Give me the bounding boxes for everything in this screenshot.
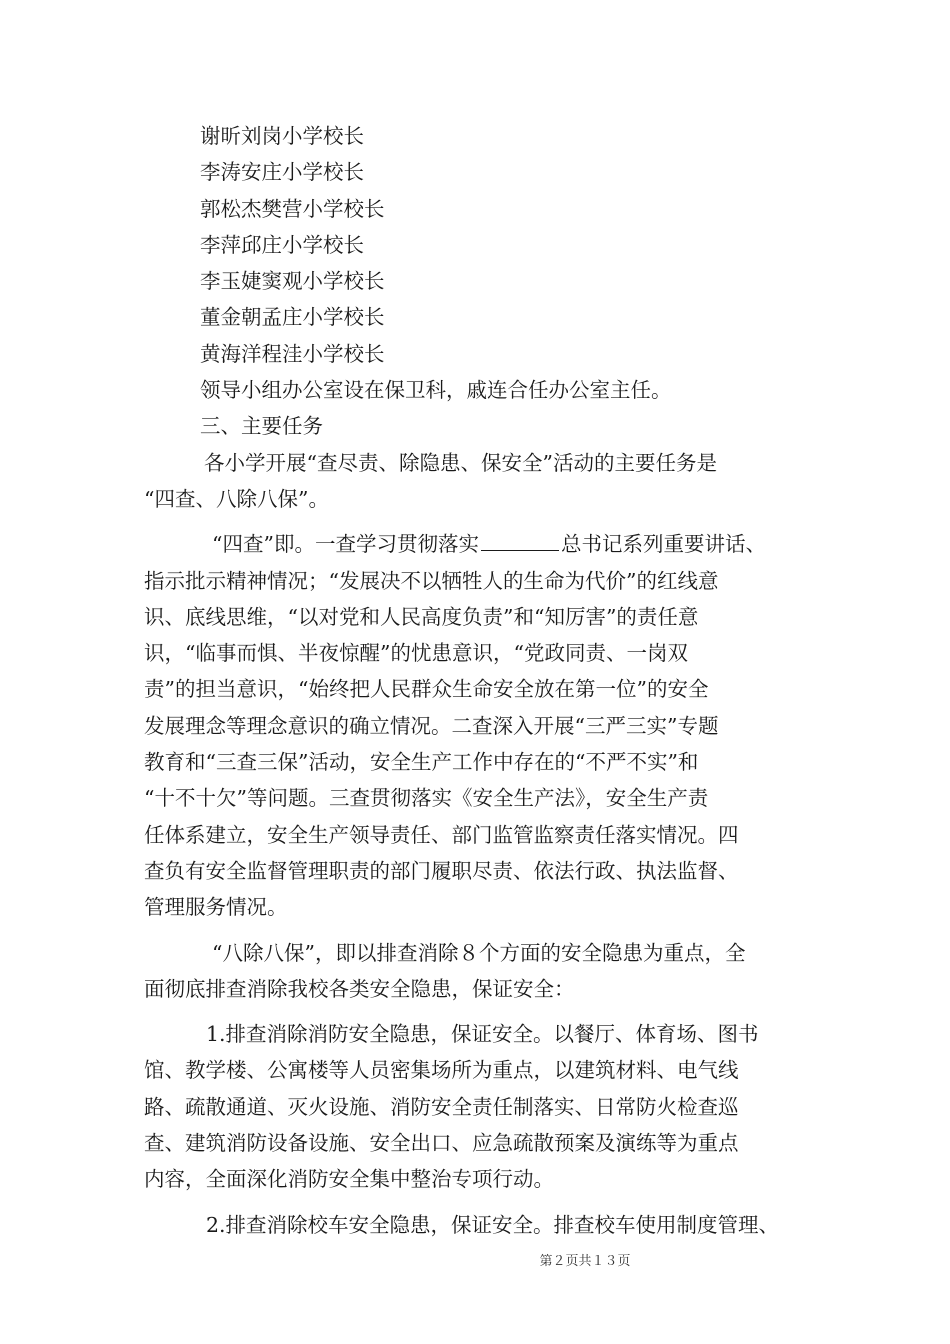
page-footer [0,1250,950,1269]
four-checks-text: “四查”即。一查学习贯彻落实 [212,532,479,557]
paragraph-line: 教育和“三查三保”活动，安全生产工作中存在的“不严不实”和 [144,750,699,775]
paragraph-line: 任体系建立，安全生产领导责任、部门监管监察责任落实情况。四 [144,822,739,847]
paragraph-line: 识、底线思维，“以对党和人民高度负责”和“知厉害”的责任意 [144,604,699,629]
paragraph-line: 路、疏散通道、灭火设施、消防安全责任制落实、日常防火检查巡 [144,1094,739,1119]
member-line: 谢昕刘岗小学校长 [200,124,364,148]
paragraph-line: 责”的担当意识，“始终把人民群众生命安全放在第一位”的安全 [144,677,709,702]
eight-removals-line: 面彻底排查消除我校各类安全隐患，保证安全： [144,976,575,1001]
item1-first-line: 1.排查消除消防安全隐患，保证安全。以餐厅、体育场、图书 [206,1022,759,1047]
intro-line: “四查、八除八保”。 [144,486,329,511]
paragraph-line: 内容，全面深化消防安全集中整治专项行动。 [144,1167,554,1192]
member-line: 郭松杰樊营小学校长 [200,196,385,221]
blank-underline [481,532,559,551]
page-number: 第２页共１３页 [539,1254,631,1269]
item2-first-line: 2.排查消除校车安全隐患，保证安全。排查校车使用制度管理、 [206,1212,780,1237]
intro-line: 各小学开展“查尽责、除隐患、保安全”活动的主要任务是 [204,450,717,475]
member-line: 黄海洋程洼小学校长 [200,341,385,366]
paragraph-line: 查、建筑消防设备设施、安全出口、应急疏散预案及演练等为重点 [144,1131,739,1156]
office-note: 领导小组办公室设在保卫科，戚连合任办公室主任。 [200,378,672,403]
four-checks-first-line [144,526,824,562]
member-line: 董金朝孟庄小学校长 [200,305,385,330]
member-line: 李萍邱庄小学校长 [200,232,364,257]
eight-removals-line: “八除八保”，即以排查消除８个方面的安全隐患为重点，全 [212,940,746,965]
paragraph-line: 指示批示精神情况；“发展决不以牺牲人的生命为代价”的红线意 [144,568,719,593]
paragraph-line: 馆、教学楼、公寓楼等人员密集场所为重点，以建筑材料、电气线 [144,1058,739,1083]
four-checks-text-after: 总书记系列重要讲话、 [560,532,766,557]
paragraph-line: 查负有安全监督管理职责的部门履职尽责、依法行政、执法监督、 [144,858,739,883]
member-line: 李涛安庄小学校长 [200,160,364,185]
paragraph-line: “十不十欠”等问题。三查贯彻落实《安全生产法》，安全生产责 [144,786,709,811]
document-body [144,118,824,1243]
member-line: 李玉婕窦观小学校长 [200,269,385,294]
paragraph-line: 发展理念等理念意识的确立情况。二查深入开展“三严三实”专题 [144,713,719,738]
paragraph-line: 识，“临事而惧、半夜惊醒”的忧患意识，“党政同责、一岗双 [144,641,688,666]
paragraph-line: 管理服务情况。 [144,895,288,920]
section-heading: 三、主要任务 [200,414,323,439]
